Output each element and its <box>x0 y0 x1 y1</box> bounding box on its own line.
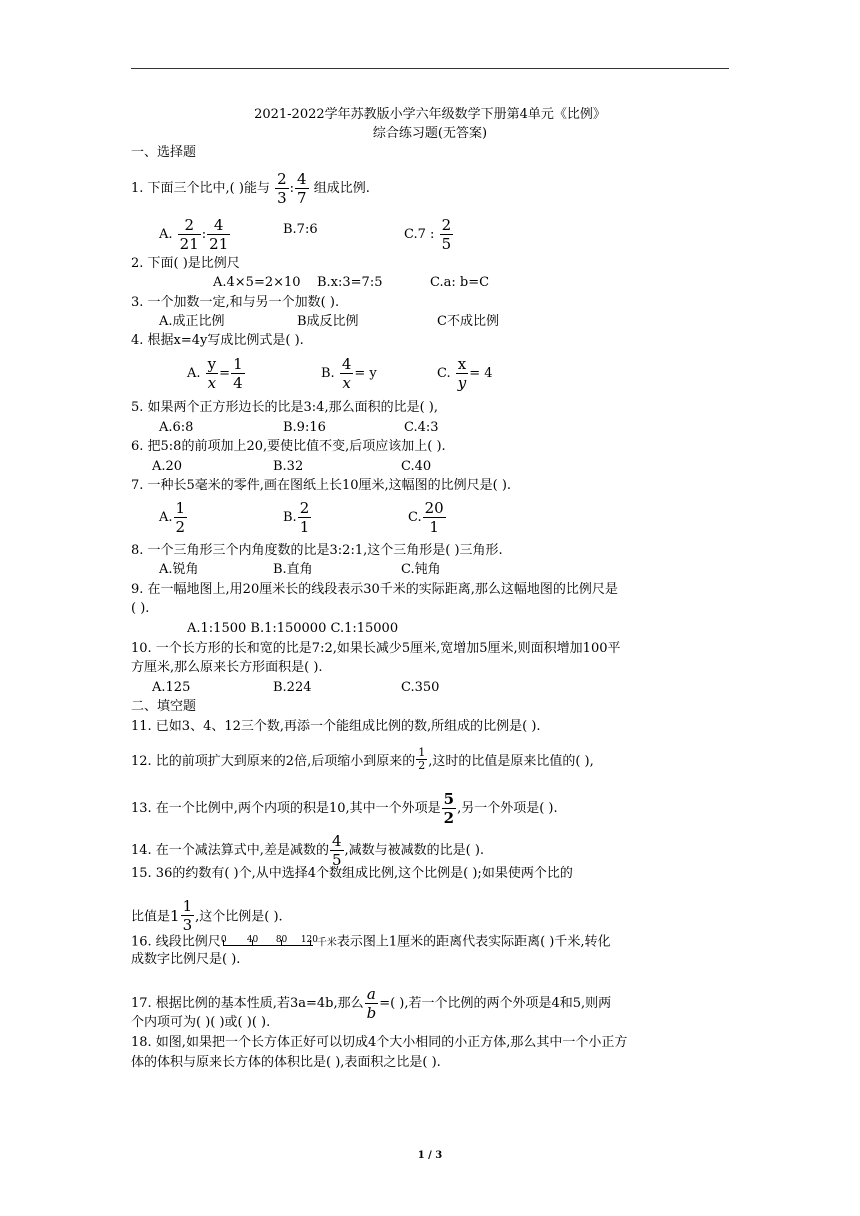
q6-option-a: A.20 <box>152 459 183 474</box>
q7-option-b: B. $\frac{2}{1}$ <box>283 499 310 536</box>
question-15-cont: 比值是 1 $\frac{1}{3}$ ,这个比例是( ). <box>131 897 283 934</box>
doc-title-line1: 2021-2022学年苏教版小学六年级数学下册第4单元《比例》 <box>254 107 606 122</box>
q4-option-b: B. $\frac{4}{x}$ = y <box>321 355 377 392</box>
q7-option-c: C. $\frac{20}{1}$ <box>408 499 444 536</box>
q7-option-a: A. $\frac{1}{2}$ <box>159 499 186 536</box>
section-heading-fill: 二、填空题 <box>131 699 197 714</box>
question-16-cont: 成数字比例尺是( ). <box>131 952 241 967</box>
q8-option-b: B.直角 <box>273 562 313 577</box>
q6-option-c: C.40 <box>401 459 432 474</box>
q4-option-c: C. $\frac{x}{y}$ = 4 <box>437 355 493 392</box>
q10-option-b: B.224 <box>273 680 312 695</box>
q6-option-b: B.32 <box>273 459 304 474</box>
header-rule <box>131 68 729 69</box>
fraction: $\frac{4}{7}$ <box>297 170 307 207</box>
doc-title-line2: 综合练习题(无答案) <box>372 126 488 141</box>
q2-option-a: A.4×5=2×10 <box>213 275 301 290</box>
question-6: 6. 把5:8的前项加上20,要使比值不变,后项应该加上( ). <box>131 439 446 454</box>
q10-option-a: A.125 <box>152 680 191 695</box>
question-10-cont: 方厘米,那么原来长方形面积是( ). <box>131 660 323 675</box>
question-18-cont: 体的体积与原来长方体的体积比是( ),表面积之比是( ). <box>131 1055 441 1070</box>
question-1: 1. 下面三个比中,( )能与 $\frac{2}{3}$ : $\frac{4}{7}$ 组成比例. <box>131 170 370 207</box>
question-9: 9. 在一幅地图上,用20厘米长的线段表示30千米的实际距离,那么这幅地图的比例尺是 <box>131 582 618 597</box>
question-8: 8. 一个三角形三个内角度数的比是3:2:1,这个三角形是( )三角形. <box>131 543 503 558</box>
question-10: 10. 一个长方形的长和宽的比是7:2,如果长减少5厘米,宽增加5厘米,则面积增加100平 <box>131 641 621 656</box>
fraction: $\frac{2}{3}$ <box>277 170 287 207</box>
q10-option-c: C.350 <box>401 680 440 695</box>
q4-option-a: A. $\frac{y}{x}$ = $\frac{1}{4}$ <box>187 355 243 392</box>
question-9-cont: ( ). <box>131 601 150 616</box>
q3-option-c: C不成比例 <box>437 314 499 329</box>
question-2: 2. 下面( )是比例尺 <box>131 256 240 271</box>
question-14: 14. 在一个减法算式中,差是减数的 $\frac{4}{5}$ ,减数与被减数的比是( ). <box>131 832 485 869</box>
question-11: 11. 已如3、4、12三个数,再添一个能组成比例的数,所组成的比例是( ). <box>131 719 541 734</box>
question-16: 16. 线段比例尺 0 40 80 120 千米表示图上1厘米的距离代表实际距离( )千米,转化 <box>131 932 611 952</box>
question-18: 18. 如图,如果把一个长方体正好可以切成4个大小相同的小正方体,那么其中一个小正方 <box>131 1035 628 1050</box>
section-heading-choice: 一、选择题 <box>131 145 197 160</box>
question-17-cont: 个内项可为( )( )或( )( ). <box>131 1015 271 1030</box>
question-5: 5. 如果两个正方形边长的比是3:4,那么面积的比是( ), <box>131 400 438 415</box>
q5-option-b: B.9:16 <box>283 420 326 435</box>
q1-option-c: C.7 : $\frac{2}{5}$ <box>404 216 452 253</box>
page-number: 1 / 3 <box>417 1150 443 1161</box>
question-13: 13. 在一个比例中,两个内项的积是10,其中一个外项是 $\frac{5}{2}$ ,另一个外项是( ). <box>131 790 558 827</box>
question-15: 15. 36的约数有( )个,从中选择4个数组成比例,这个比例是( );如果使两个比的 <box>131 866 573 881</box>
scale-bar: 0 40 80 120 <box>220 935 318 945</box>
q3-option-a: A.成正比例 <box>159 314 225 329</box>
question-17: 17. 根据比例的基本性质,若3a=4b,那么 $\frac{a}{b}$ =( ),若一个比例的两个外项是4和5,则两 <box>131 985 612 1022</box>
q1-option-b: B.7:6 <box>283 222 318 237</box>
q8-option-c: C.钝角 <box>401 562 441 577</box>
q9-options: A.1:1500 B.1:150000 C.1:15000 <box>187 621 399 636</box>
question-3: 3. 一个加数一定,和与另一个加数( ). <box>131 295 340 310</box>
q2-option-b: B.x:3=7:5 <box>317 275 383 290</box>
q5-option-a: A.6:8 <box>159 420 194 435</box>
mixed-number: 1 $\frac{1}{3}$ <box>170 897 193 934</box>
question-7: 7. 一种长5毫米的零件,画在图纸上长10厘米,这幅图的比例尺是( ). <box>131 478 512 493</box>
question-12: 12. 比的前项扩大到原来的2倍,后项缩小到原来的 $\frac{1}{2}$ ,这时的比值是原来比值的( ), <box>131 746 594 772</box>
q8-option-a: A.锐角 <box>159 562 199 577</box>
question-4: 4. 根据x=4y写成比例式是( ). <box>131 333 304 348</box>
q5-option-c: C.4:3 <box>404 420 439 435</box>
q1-option-a: A. $\frac{2}{21}$ : $\frac{4}{21}$ <box>159 216 229 253</box>
q2-option-c: C.a: b=C <box>430 275 490 290</box>
q3-option-b: B成反比例 <box>297 314 359 329</box>
